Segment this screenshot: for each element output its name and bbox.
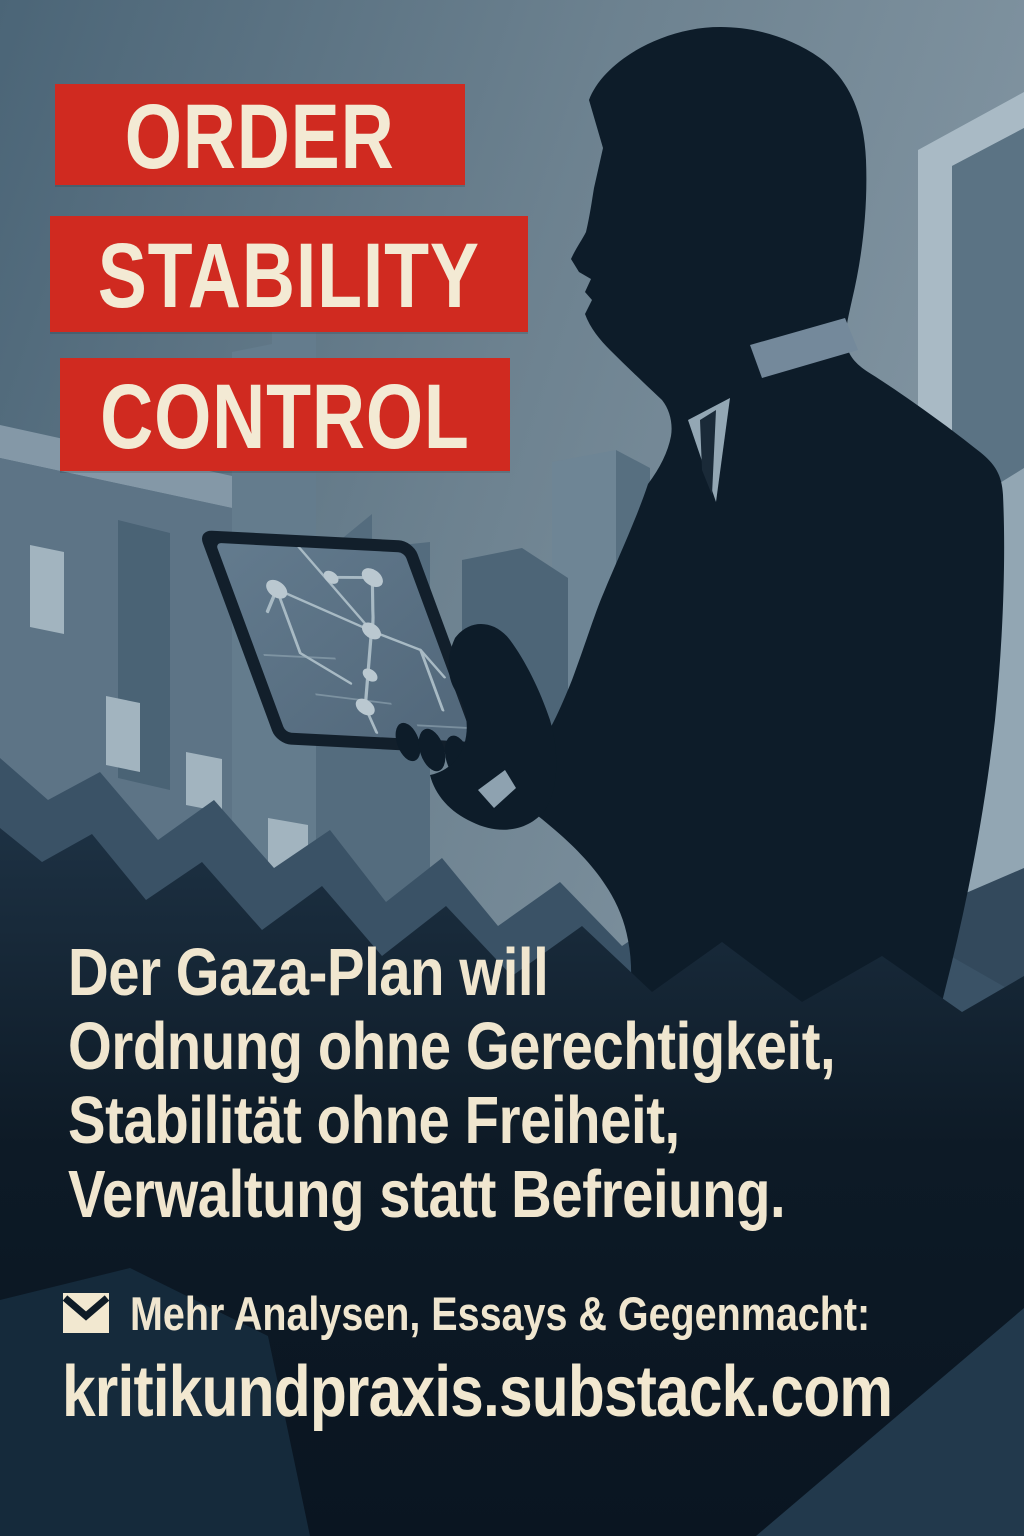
- envelope-icon: [62, 1292, 110, 1334]
- footer-cta: [62, 1282, 992, 1344]
- footer-cta-text: Mehr Analysen, Essays & Gegenmacht:: [130, 1286, 871, 1340]
- statement-line: Stabilität ohne Freiheit,: [68, 1083, 680, 1158]
- banner-stability: [50, 216, 528, 332]
- banner-stability-label: STABILITY: [98, 225, 480, 327]
- banner-control-label: CONTROL: [100, 365, 470, 468]
- banner-order-label: ORDER: [125, 85, 395, 188]
- statement-line: Der Gaza-Plan will: [68, 935, 549, 1010]
- statement-line: Ordnung ohne Gerechtigkeit,: [68, 1009, 836, 1084]
- statement: [68, 936, 968, 1232]
- banner-control: [60, 358, 510, 471]
- statement-line: Verwaltung statt Befreiung.: [68, 1157, 786, 1232]
- banner-order: [55, 84, 465, 188]
- footer-url: kritikundpraxis.substack.com: [62, 1352, 893, 1432]
